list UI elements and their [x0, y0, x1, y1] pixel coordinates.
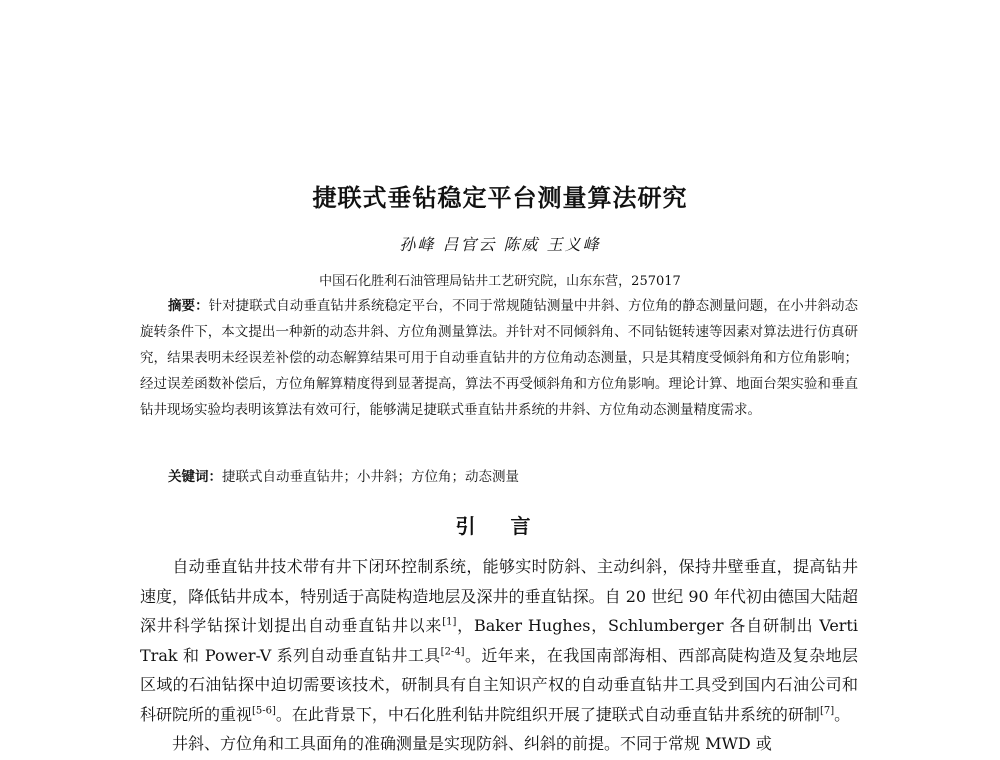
intro-text: ，Baker Hughes，Schlumberger 各自研制出 Verti Trak 和 Power-V 系列自动垂直钻井工具	[140, 616, 858, 665]
abstract-label: 摘要：	[168, 298, 209, 314]
paper-title: 捷联式垂钻稳定平台测量算法研究	[312, 184, 688, 212]
introduction-body	[140, 552, 858, 759]
intro-text: 。近年来，在我国南部海相、西部高陡构造及复杂地层区域的石油钻探中迫切需要该技术，研制具有自主知识产权的自动垂直钻井工具受到国内石油公司和科研院所的重视	[140, 645, 858, 724]
intro-text: 。	[834, 704, 851, 724]
paper-affiliation: 中国石化胜利石油管理局钻井工艺研究院，山东东营，257017	[319, 274, 681, 289]
intro-text: 自动垂直钻井技术带有井下闭环控制系统，能够实时防斜、主动纠斜，保持井壁垂直，提高钻井速度，降低钻井成本，特别适于高陡构造地层及深井的垂直钻探。自 20 世纪 90 年代初由德国大陆超深井科学钻探计划提出自动垂直钻井以来	[140, 557, 858, 635]
citation: [1]	[442, 616, 457, 628]
intro-text: 。在此背景下，中石化胜利钻井院组织开展了捷联式自动垂直钻井系统的研制	[275, 704, 820, 724]
paper-authors: 孙峰 吕官云 陈威 王义峰	[399, 235, 601, 254]
abstract	[140, 293, 858, 423]
citation: [2-4]	[440, 646, 465, 658]
citation: [7]	[819, 705, 835, 717]
keywords-text: 捷联式自动垂直钻井；小井斜；方位角；动态测量	[222, 469, 519, 485]
abstract-text: 针对捷联式自动垂直钻井系统稳定平台，不同于常规随钻测量中井斜、方位角的静态测量问题，在小井斜动态旋转条件下，本文提出一种新的动态井斜、方位角测量算法。并针对不同倾斜角、不同钻铤转速等因素对算法进行仿真研究，结果表明未经误差补偿的动态解算结果可用于自动垂直钻井的方位角动态测量，只是其精度受倾斜角和方位角影响；经过误差函数补偿后，方位角解算精度得到显著提高，算法不再受倾斜角和方位角影响。理论计算、地面台架实验和垂直钻井现场实验均表明该算法有效可行，能够满足捷联式垂直钻井系统的井斜、方位角动态测量精度需求。	[140, 298, 859, 418]
keywords-label: 关键词：	[168, 469, 222, 485]
intro-text: 井斜、方位角和工具面角的准确测量是实现防斜、纠斜的前提。不同于常规 MWD 或	[172, 734, 772, 753]
intro-paragraph	[140, 552, 858, 729]
intro-paragraph	[140, 729, 858, 759]
citation: [5-6]	[252, 705, 276, 717]
section-title-introduction: 引 言	[455, 514, 545, 538]
keywords	[168, 466, 858, 488]
